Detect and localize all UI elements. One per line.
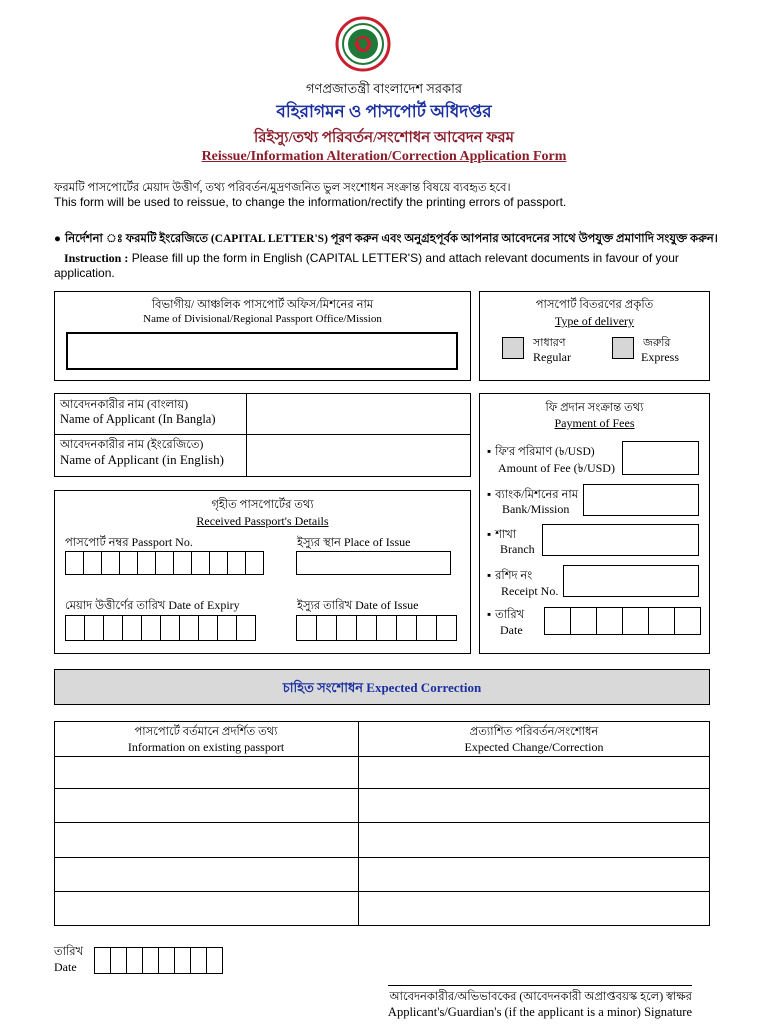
applicant-name-bangla-input[interactable]	[247, 394, 470, 434]
expected-change-header-bn: প্রত্যাশিত পরিবর্তন/সংশোধন	[469, 726, 599, 738]
form-title-bangla: রিইস্যু/তথ্য পরিবর্তন/সংশোধন আবেদন ফরম	[253, 130, 514, 146]
branch-label-bn: ▪ শাখা	[487, 526, 516, 545]
fee-amount-label-en: Amount of Fee (৳/USD)	[498, 461, 615, 475]
instruction-english: Instruction : Please fill up the form in English (CAPITAL LETTER'S) and attach relevant documents in favour of your application.	[54, 251, 679, 280]
regular-label-bangla: সাধারণ	[533, 337, 566, 349]
passport-no-cells[interactable]	[65, 551, 264, 575]
intro-english: This form will be used to reissue, to change the information/rectify the printing errors of passport.	[54, 195, 567, 209]
form-title-english: Reissue/Information Alteration/Correction Application Form	[201, 149, 567, 164]
footer-date-label-en: Date	[54, 960, 77, 974]
date-of-expiry-label: মেয়াদ উত্তীর্ণের তারিখ Date of Expiry	[65, 598, 240, 612]
expected-correction-title: চাহিত সংশোধন Expected Correction	[282, 680, 482, 695]
existing-info-header-en: Information on existing passport	[127, 740, 285, 754]
place-of-issue-input[interactable]	[296, 551, 451, 575]
express-delivery-checkbox[interactable]	[612, 337, 634, 359]
express-label-bangla: জরুরি	[643, 337, 671, 349]
bank-label-en: Bank/Mission	[502, 502, 570, 516]
existing-info-header-bn: পাসপোর্টে বর্তমানে প্রদর্শিত তথ্য	[134, 726, 278, 738]
office-name-input[interactable]	[66, 332, 458, 370]
express-label-english: Express	[641, 350, 679, 364]
table-row	[54, 822, 710, 823]
table-row	[54, 891, 710, 892]
branch-label-en: Branch	[500, 542, 535, 556]
fee-amount-label-bn: ▪ ফি'র পরিমাণ (৳/USD)	[487, 443, 595, 462]
footer-date-cells[interactable]	[94, 947, 223, 974]
bank-mission-input[interactable]	[583, 484, 699, 516]
applicant-name-english-input[interactable]	[247, 435, 470, 476]
table-row	[54, 756, 710, 757]
bank-label-bn: ▪ ব্যাংক/মিশনের নাম	[487, 486, 578, 505]
intro-bangla: ফরমটি পাসপোর্টের মেয়াদ উত্তীর্ণ, তথ্য পরিবর্তন/মুদ্রণজনিত ভুল সংশোধন সংক্রান্ত বিষয়ে ব্যবহৃত হবে।	[54, 182, 511, 194]
fee-date-label-en: Date	[500, 623, 523, 637]
receipt-label-bn: ▪ রশিদ নং	[487, 567, 532, 586]
instruction-bangla: ● নির্দেশনা ঃ ফরমটি ইংরেজিতে (CAPITAL LETTER'S) পূরণ করুন এবং অনুগ্রহপূর্বক আপনার আবেদনের সাথে উপযুক্ত প্রমাণাদি সংযুক্ত করুন।	[54, 233, 718, 245]
office-label-english: Name of Divisional/Regional Passport Office/Mission	[143, 313, 382, 325]
table-row	[54, 857, 710, 858]
regular-label-english: Regular	[533, 350, 571, 364]
received-title-bangla: গৃহীত পাসপোর্টের তথ্য	[211, 499, 314, 511]
date-of-issue-cells[interactable]	[296, 615, 457, 641]
office-label-bangla: বিভাগীয়/ আঞ্চলিক পাসপোর্ট অফিস/মিশনের নাম	[151, 299, 374, 311]
delivery-label-english: Type of delivery	[554, 314, 635, 328]
applicant-english-label-en: Name of Applicant (in English)	[60, 452, 224, 467]
fee-date-label-bn: ▪ তারিখ	[487, 606, 524, 625]
department-name: বহিরাগমন ও পাসপোর্ট অধিদপ্তর	[276, 102, 492, 121]
fees-title-bangla: ফি প্রদান সংক্রান্ত তথ্য	[545, 402, 644, 414]
receipt-label-en: Receipt No.	[501, 584, 559, 598]
receipt-no-input[interactable]	[563, 565, 699, 597]
fees-title-english: Payment of Fees	[554, 416, 635, 430]
date-of-expiry-cells[interactable]	[65, 615, 256, 641]
delivery-label-bangla: পাসপোর্ট বিতরণের প্রকৃতি	[535, 299, 654, 311]
regular-delivery-checkbox[interactable]	[502, 337, 524, 359]
date-of-issue-label: ইস্যুর তারিখ Date of Issue	[297, 598, 419, 612]
fee-date-cells[interactable]	[544, 607, 701, 635]
branch-input[interactable]	[542, 524, 699, 556]
govt-name: গণপ্রজাতন্ত্রী বাংলাদেশ সরকার	[305, 81, 463, 96]
passport-no-label: পাসপোর্ট নম্বর Passport No.	[65, 535, 193, 549]
signature-label-en: Applicant's/Guardian's (if the applicant is a minor) Signature	[387, 1005, 692, 1019]
received-title-english: Received Passport's Details	[196, 514, 329, 528]
fee-amount-input[interactable]	[622, 441, 699, 475]
place-of-issue-label: ইস্যুর স্থান Place of Issue	[297, 535, 411, 549]
government-seal	[335, 16, 391, 72]
applicant-bangla-label-en: Name of Applicant (In Bangla)	[60, 412, 216, 426]
signature-line[interactable]	[388, 985, 692, 986]
applicant-bangla-label-bn: আবেদনকারীর নাম (বাংলায়)	[60, 399, 189, 411]
applicant-english-label-bn: আবেদনকারীর নাম (ইংরেজিতে)	[60, 439, 204, 451]
table-row	[54, 788, 710, 789]
signature-label-bn: আবেদনকারীর/অভিভাবকের (আবেদনকারী অপ্রাপ্তবয়স্ক হলে) স্বাক্ষর	[389, 991, 692, 1003]
footer-date-label-bn: তারিখ	[54, 946, 84, 958]
expected-change-header-en: Expected Change/Correction	[464, 740, 604, 754]
